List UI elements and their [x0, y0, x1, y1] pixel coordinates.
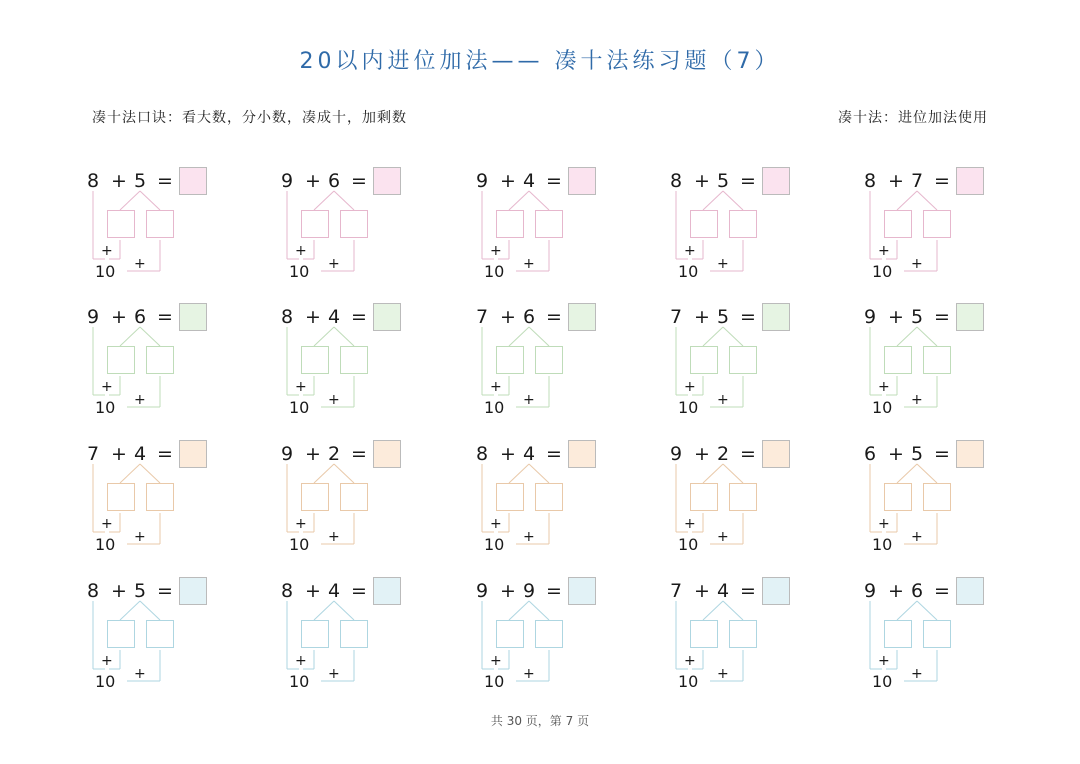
equals-sign: =	[157, 306, 173, 328]
split-part-box[interactable]	[301, 210, 329, 238]
exercise-cell	[670, 163, 800, 287]
addend-a: 7	[670, 580, 683, 602]
split-branch-left	[703, 601, 723, 620]
ten-label: 10	[289, 672, 310, 691]
split-part-box[interactable]	[107, 210, 135, 238]
answer-box[interactable]	[762, 577, 790, 605]
plus-sign: +	[888, 580, 904, 602]
split-branch-right	[723, 327, 743, 346]
remainder-plus-sign: +	[717, 256, 729, 272]
ten-label: 10	[95, 262, 116, 281]
plus-sign: +	[305, 443, 321, 465]
addend-a: 9	[670, 443, 683, 465]
remainder-plus-sign: +	[328, 529, 340, 545]
remainder-plus-sign: +	[134, 392, 146, 408]
addend-a: 7	[670, 306, 683, 328]
split-branch-right	[529, 464, 549, 483]
answer-box[interactable]	[373, 440, 401, 468]
plus-sign: +	[111, 443, 127, 465]
split-part-box[interactable]	[729, 346, 757, 374]
split-part-box[interactable]	[340, 346, 368, 374]
split-branch-left	[120, 464, 140, 483]
split-branch-left	[120, 601, 140, 620]
ten-label: 10	[872, 262, 893, 281]
exercise-cell	[87, 436, 217, 560]
ten-label: 10	[872, 672, 893, 691]
answer-box[interactable]	[762, 303, 790, 331]
equals-sign: =	[157, 580, 173, 602]
equals-sign: =	[546, 170, 562, 192]
addend-a: 8	[87, 170, 100, 192]
equals-sign: =	[740, 443, 756, 465]
split-part-box[interactable]	[690, 346, 718, 374]
split-branch-right	[140, 191, 160, 210]
equals-sign: =	[351, 580, 367, 602]
split-branch-right	[917, 601, 937, 620]
split-part-box[interactable]	[884, 620, 912, 648]
split-part-box[interactable]	[884, 483, 912, 511]
split-part-box[interactable]	[923, 346, 951, 374]
split-branch-right	[917, 464, 937, 483]
exercise-cell	[864, 163, 994, 287]
split-branch-right	[334, 327, 354, 346]
split-part-box[interactable]	[146, 620, 174, 648]
split-part-box[interactable]	[729, 620, 757, 648]
equals-sign: =	[351, 170, 367, 192]
ten-label: 10	[95, 535, 116, 554]
bracket-plus-sign: +	[684, 516, 696, 532]
addend-a: 9	[864, 580, 877, 602]
plus-sign: +	[500, 580, 516, 602]
bracket-plus-sign: +	[878, 516, 890, 532]
split-branch-left	[314, 327, 334, 346]
ten-label: 10	[95, 398, 116, 417]
equals-sign: =	[351, 306, 367, 328]
exercise-cell	[670, 436, 800, 560]
addend-b: 7	[911, 170, 924, 192]
split-part-box[interactable]	[340, 210, 368, 238]
exercise-cell	[476, 436, 606, 560]
split-branch-left	[703, 464, 723, 483]
equals-sign: =	[740, 170, 756, 192]
addend-b: 6	[328, 170, 341, 192]
addend-a: 6	[864, 443, 877, 465]
split-branch-left	[120, 191, 140, 210]
plus-sign: +	[500, 443, 516, 465]
split-part-box[interactable]	[923, 483, 951, 511]
bracket-plus-sign: +	[878, 243, 890, 259]
exercise-cell	[87, 573, 217, 697]
split-part-box[interactable]	[923, 210, 951, 238]
bracket-plus-sign: +	[490, 653, 502, 669]
addend-b: 4	[134, 443, 147, 465]
bracket-plus-sign: +	[490, 379, 502, 395]
split-branch-left	[897, 464, 917, 483]
answer-box[interactable]	[956, 577, 984, 605]
ten-label: 10	[484, 672, 505, 691]
ten-label: 10	[484, 262, 505, 281]
plus-sign: +	[111, 170, 127, 192]
split-part-box[interactable]	[301, 346, 329, 374]
split-branch-right	[334, 601, 354, 620]
page-footer: 共 30 页，第 7 页	[490, 714, 590, 728]
page-title: 20以内进位加法—— 凑十法练习题（7）	[299, 49, 781, 74]
plus-sign: +	[500, 306, 516, 328]
plus-sign: +	[111, 306, 127, 328]
answer-box[interactable]	[179, 577, 207, 605]
bracket-plus-sign: +	[684, 379, 696, 395]
split-part-box[interactable]	[107, 346, 135, 374]
equals-sign: =	[740, 580, 756, 602]
exercise-grid	[87, 163, 1027, 723]
split-part-box[interactable]	[884, 346, 912, 374]
addend-b: 6	[911, 580, 924, 602]
ten-label: 10	[95, 672, 116, 691]
split-branch-right	[917, 191, 937, 210]
addend-b: 5	[134, 170, 147, 192]
exercise-cell	[476, 163, 606, 287]
equals-sign: =	[157, 170, 173, 192]
addend-a: 8	[281, 306, 294, 328]
split-branch-left	[703, 327, 723, 346]
equals-sign: =	[740, 306, 756, 328]
plus-sign: +	[888, 443, 904, 465]
split-branch-right	[529, 191, 549, 210]
split-part-box[interactable]	[107, 620, 135, 648]
addend-b: 4	[328, 580, 341, 602]
answer-box[interactable]	[762, 167, 790, 195]
addend-b: 4	[328, 306, 341, 328]
split-branch-right	[723, 464, 743, 483]
exercise-cell	[864, 573, 994, 697]
bracket-plus-sign: +	[295, 516, 307, 532]
addend-a: 8	[670, 170, 683, 192]
addend-b: 4	[523, 443, 536, 465]
ten-label: 10	[678, 535, 699, 554]
split-part-box[interactable]	[690, 620, 718, 648]
bracket-plus-sign: +	[101, 379, 113, 395]
exercise-cell	[281, 299, 411, 423]
split-part-box[interactable]	[146, 483, 174, 511]
split-part-box[interactable]	[301, 483, 329, 511]
split-part-box[interactable]	[107, 483, 135, 511]
exercise-cell	[670, 573, 800, 697]
remainder-plus-sign: +	[134, 529, 146, 545]
remainder-plus-sign: +	[134, 256, 146, 272]
bracket-plus-sign: +	[295, 379, 307, 395]
split-branch-left	[897, 191, 917, 210]
split-branch-left	[120, 327, 140, 346]
bracket-plus-sign: +	[101, 243, 113, 259]
split-branch-left	[314, 464, 334, 483]
remainder-plus-sign: +	[328, 666, 340, 682]
split-part-box[interactable]	[496, 346, 524, 374]
answer-box[interactable]	[179, 440, 207, 468]
remainder-plus-sign: +	[328, 392, 340, 408]
addend-a: 7	[476, 306, 489, 328]
addend-a: 9	[864, 306, 877, 328]
split-branch-right	[140, 464, 160, 483]
plus-sign: +	[694, 580, 710, 602]
ten-label: 10	[289, 262, 310, 281]
addend-a: 8	[87, 580, 100, 602]
ten-label: 10	[872, 398, 893, 417]
exercise-cell	[476, 299, 606, 423]
ten-label: 10	[484, 535, 505, 554]
answer-box[interactable]	[568, 577, 596, 605]
answer-box[interactable]	[956, 440, 984, 468]
addend-b: 5	[717, 306, 730, 328]
plus-sign: +	[694, 443, 710, 465]
addend-b: 9	[523, 580, 536, 602]
split-branch-right	[334, 191, 354, 210]
answer-box[interactable]	[373, 167, 401, 195]
split-branch-left	[897, 327, 917, 346]
split-part-box[interactable]	[729, 483, 757, 511]
exercise-cell	[281, 573, 411, 697]
split-part-box[interactable]	[340, 620, 368, 648]
split-part-box[interactable]	[923, 620, 951, 648]
remainder-plus-sign: +	[523, 392, 535, 408]
bracket-plus-sign: +	[684, 243, 696, 259]
addend-b: 4	[717, 580, 730, 602]
split-part-box[interactable]	[146, 210, 174, 238]
remainder-plus-sign: +	[911, 256, 923, 272]
addend-b: 5	[911, 443, 924, 465]
addend-a: 7	[87, 443, 100, 465]
addend-a: 8	[281, 580, 294, 602]
equals-sign: =	[934, 170, 950, 192]
bracket-plus-sign: +	[878, 653, 890, 669]
exercise-cell	[87, 299, 217, 423]
split-part-box[interactable]	[690, 210, 718, 238]
answer-box[interactable]	[762, 440, 790, 468]
answer-box[interactable]	[956, 303, 984, 331]
split-branch-right	[529, 601, 549, 620]
remainder-plus-sign: +	[717, 529, 729, 545]
bracket-plus-sign: +	[490, 516, 502, 532]
answer-box[interactable]	[179, 303, 207, 331]
split-part-box[interactable]	[496, 210, 524, 238]
split-part-box[interactable]	[340, 483, 368, 511]
addend-a: 8	[864, 170, 877, 192]
split-branch-left	[509, 601, 529, 620]
split-branch-left	[314, 601, 334, 620]
split-branch-left	[897, 601, 917, 620]
split-branch-right	[140, 601, 160, 620]
answer-box[interactable]	[956, 167, 984, 195]
remainder-plus-sign: +	[523, 529, 535, 545]
split-part-box[interactable]	[146, 346, 174, 374]
remainder-plus-sign: +	[717, 392, 729, 408]
addend-b: 5	[717, 170, 730, 192]
equals-sign: =	[546, 580, 562, 602]
plus-sign: +	[888, 170, 904, 192]
split-part-box[interactable]	[690, 483, 718, 511]
equals-sign: =	[546, 306, 562, 328]
remainder-plus-sign: +	[911, 529, 923, 545]
addend-b: 5	[911, 306, 924, 328]
plus-sign: +	[694, 170, 710, 192]
split-branch-left	[703, 191, 723, 210]
method-rhyme: 凑十法口诀：看大数，分小数，凑成十，加剩数	[92, 110, 407, 126]
answer-box[interactable]	[568, 167, 596, 195]
bracket-plus-sign: +	[101, 516, 113, 532]
bracket-plus-sign: +	[490, 243, 502, 259]
remainder-plus-sign: +	[523, 666, 535, 682]
exercise-cell	[281, 163, 411, 287]
addend-a: 9	[87, 306, 100, 328]
answer-box[interactable]	[373, 577, 401, 605]
split-part-box[interactable]	[729, 210, 757, 238]
split-part-box[interactable]	[301, 620, 329, 648]
remainder-plus-sign: +	[134, 666, 146, 682]
split-part-box[interactable]	[496, 620, 524, 648]
equals-sign: =	[934, 443, 950, 465]
split-branch-left	[509, 327, 529, 346]
addend-b: 2	[328, 443, 341, 465]
exercise-cell	[864, 436, 994, 560]
split-branch-left	[509, 191, 529, 210]
ten-label: 10	[678, 398, 699, 417]
plus-sign: +	[694, 306, 710, 328]
split-part-box[interactable]	[535, 483, 563, 511]
ten-label: 10	[678, 262, 699, 281]
remainder-plus-sign: +	[911, 666, 923, 682]
split-part-box[interactable]	[535, 620, 563, 648]
method-usage-note: 凑十法：进位加法使用	[838, 110, 988, 126]
addend-a: 9	[281, 443, 294, 465]
exercise-cell	[281, 436, 411, 560]
equals-sign: =	[934, 580, 950, 602]
addend-b: 4	[523, 170, 536, 192]
split-branch-right	[917, 327, 937, 346]
addend-b: 6	[523, 306, 536, 328]
ten-label: 10	[289, 535, 310, 554]
equals-sign: =	[546, 443, 562, 465]
addend-a: 8	[476, 443, 489, 465]
equals-sign: =	[157, 443, 173, 465]
equals-sign: =	[934, 306, 950, 328]
addend-b: 6	[134, 306, 147, 328]
answer-box[interactable]	[373, 303, 401, 331]
plus-sign: +	[305, 170, 321, 192]
addend-b: 2	[717, 443, 730, 465]
ten-label: 10	[872, 535, 893, 554]
addend-a: 9	[476, 580, 489, 602]
exercise-cell	[670, 299, 800, 423]
remainder-plus-sign: +	[717, 666, 729, 682]
exercise-cell	[864, 299, 994, 423]
bracket-plus-sign: +	[295, 653, 307, 669]
split-branch-right	[723, 191, 743, 210]
addend-a: 9	[476, 170, 489, 192]
plus-sign: +	[888, 306, 904, 328]
split-branch-left	[314, 191, 334, 210]
plus-sign: +	[305, 580, 321, 602]
bracket-plus-sign: +	[101, 653, 113, 669]
answer-box[interactable]	[179, 167, 207, 195]
split-part-box[interactable]	[535, 210, 563, 238]
addend-a: 9	[281, 170, 294, 192]
split-branch-right	[140, 327, 160, 346]
ten-label: 10	[678, 672, 699, 691]
split-branch-right	[723, 601, 743, 620]
remainder-plus-sign: +	[523, 256, 535, 272]
bracket-plus-sign: +	[684, 653, 696, 669]
ten-label: 10	[289, 398, 310, 417]
split-branch-right	[334, 464, 354, 483]
remainder-plus-sign: +	[911, 392, 923, 408]
answer-box[interactable]	[568, 303, 596, 331]
split-part-box[interactable]	[884, 210, 912, 238]
split-branch-right	[529, 327, 549, 346]
addend-b: 5	[134, 580, 147, 602]
plus-sign: +	[500, 170, 516, 192]
remainder-plus-sign: +	[328, 256, 340, 272]
split-part-box[interactable]	[535, 346, 563, 374]
exercise-cell	[476, 573, 606, 697]
bracket-plus-sign: +	[878, 379, 890, 395]
split-branch-left	[509, 464, 529, 483]
exercise-cell	[87, 163, 217, 287]
plus-sign: +	[111, 580, 127, 602]
plus-sign: +	[305, 306, 321, 328]
ten-label: 10	[484, 398, 505, 417]
bracket-plus-sign: +	[295, 243, 307, 259]
answer-box[interactable]	[568, 440, 596, 468]
equals-sign: =	[351, 443, 367, 465]
split-part-box[interactable]	[496, 483, 524, 511]
